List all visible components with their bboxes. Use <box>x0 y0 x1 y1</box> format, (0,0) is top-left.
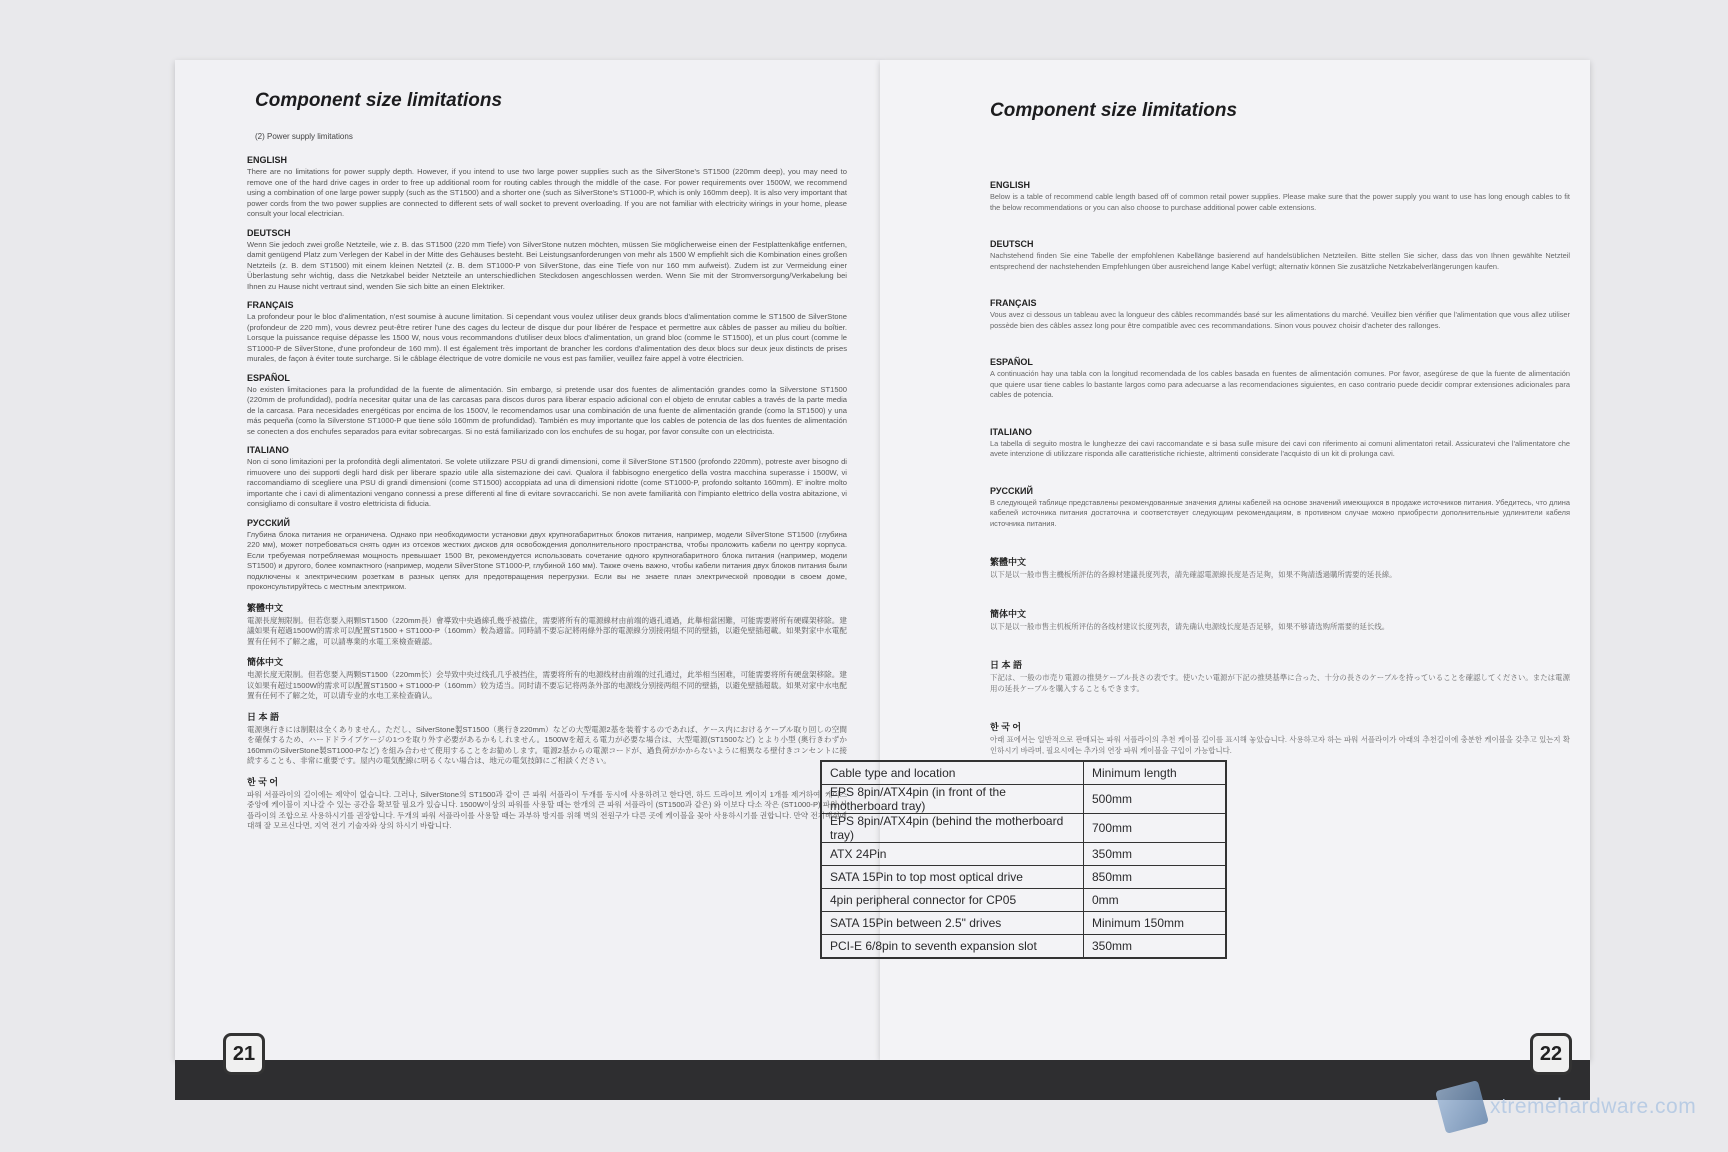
table-cell: EPS 8pin/ATX4pin (in front of the motherboard tray) <box>821 785 1084 814</box>
section-francais <box>990 298 1570 331</box>
table-row <box>821 889 1226 912</box>
table-cell: Minimum 150mm <box>1084 912 1227 935</box>
table-header-cell: Cable type and location <box>821 761 1084 785</box>
section-simplified-chinese <box>990 607 1570 633</box>
page-title: Component size limitations <box>990 100 1238 121</box>
cable-length-table-wrapper <box>820 760 1227 959</box>
section-text: 電源長度無限制。但若您要入兩顆ST1500（220mm長）會導致中央過線孔幾乎被擋住，需要將所有的電源線材由前端的過孔通過，此舉相當困難，可能需要將所有硬碟架移除。建議如果有超過1500W的需求可以配置ST1500 + ST1000-P（160mm）較為適當。同時請不要忘記將兩條外部的電源線分別接兩組不同的壁插，以避免壁插超載。如果對家中水電配置有任何不了解之處，可以請專業的水電工來檢查確認。 <box>247 615 847 646</box>
section-text: 以下是以一般市售主机板所评估的各线材建议长度列表，请先确认电源线长度是否足够，如果不够请选购所需要的延长线。 <box>990 621 1390 631</box>
table-cell: 500mm <box>1084 785 1227 814</box>
section-text: A continuación hay una tabla con la longitud recomendada de los cables basada en fuentes de alimentación comunes. Por favor, asegúrese de que la fuente de alimentación que quiere usar tiene cables lo bastante largos como para adecuarse a las recomendaciones siguientes, en caso contrario puede decidir comprar extensiones adicionales para cables de potencia. <box>990 369 1570 399</box>
section-text: La tabella di seguito mostra le lunghezze dei cavi raccomandate e si basa sulle misure dei cavi con riferimento ai comuni alimentatori retail. Assicuratevi che l'alimentatore che avete intenzione di utilizzare risponda alle caratteristiche richieste, altrimenti considerate l'acquisto di un kit di prolunga cavi. <box>990 438 1570 458</box>
table-cell: SATA 15Pin to top most optical drive <box>821 866 1084 889</box>
table-cell: 4pin peripheral connector for CP05 <box>821 889 1084 912</box>
section-italiano <box>990 427 1570 460</box>
section-heading: 日 本 語 <box>247 711 280 722</box>
section-text: There are no limitations for power supply depth. However, if you intend to use two large power supplies such as the SilverStone's ST1500 (220mm deep), you may need to remove one of the hard drive cages in order to free up additional room for routing cables through the middle of the case. For power requirements over 1500W, we recommend using a combination of one large power supply (such as the ST1500) and a shorter one (such as SilverStone's ST1000-P, which is only 160mm deep). It is also very important that power cords from the two power supplies are connected to different sets of wall socket to prevent overloading. If you are not familiar with electricity wirings in your home, please consult your local electrician. <box>247 167 847 218</box>
section-traditional-chinese <box>247 601 847 648</box>
section-espanol <box>990 357 1570 401</box>
section-heading: ESPAÑOL <box>990 357 1033 367</box>
section-text: Wenn Sie jedoch zwei große Netzteile, wie z. B. das ST1500 (220 mm Tiefe) von SilverStone nutzen möchten, müssen Sie möglicherweise einen der Festplattenkäfige entfernen, damit genügend Platz zum Verlegen der Kabel in der Mitte des Gehäuses besteht. Bei Leistungsanforderungen von mehr als 1500 W empfiehlt sich die Kombination eines großen Netzteils (z. B. dem ST1500) mit einem kleinen Netzteil (z. B. dem ST1000-P von SilverStone, das eine Tiefe von nur 160 mm aufweist). Zudem ist zur Vermeidung einer Überlastung sehr wichtig, dass die Netzkabel beider Netzteile an unterschiedlichen Steckdosen angeschlossen werden. Wenn Sie mit der Stromversorgung/Verkabelung bei Ihnen zu Hause nicht vertraut sind, wenden Sie sich bitte an einen Elektriker. <box>247 239 847 291</box>
section-heading: DEUTSCH <box>247 227 291 238</box>
section-heading: 簡体中文 <box>247 657 284 667</box>
page-subtitle: (2) Power supply limitations <box>255 132 353 141</box>
table-row <box>821 935 1226 959</box>
section-text: No existen limitaciones para la profundidad de la fuente de alimentación. Sin embargo, si pretende usar dos fuentes de alimentación grandes como la Silverstone ST1500 (220mm de profundidad), podría necesitar quitar una de las carcasas para discos duros para liberar espacio adicional con el objeto de enrutar cables a través de la parte media de la carcasa. Para necesidades energéticas por encima de los 1500V, le recomendamos usar una combinación de una fuente de alimentación grande (como la ST1500) y una más pequeña (como la Silverstone ST1000-P que tiene sólo 160mm de profundidad). También es muy importante que los cables de potencia de las dos fuentes de alimentación se conecten a dos enchufes separados para evitar sobrecargas. Si no está familiarizado con los enchufes de su hogar, por favor consulte con un electricista. <box>247 384 847 436</box>
section-text: 下記は、一般の市売り電源の推奨ケーブル長さの表です。使いたい電源が下記の推奨基準に合った、十分の長さのケーブルを持っていることを確認してください。または電源用の延長ケーブルを購入することもできます。 <box>990 673 1570 693</box>
xh-logo-icon <box>1435 1080 1489 1134</box>
table-cell: 0mm <box>1084 889 1227 912</box>
section-russian <box>990 486 1570 530</box>
page-title: Component size limitations <box>255 90 503 111</box>
table-header-row <box>821 761 1226 785</box>
section-text: Nachstehend finden Sie eine Tabelle der empfohlenen Kabellänge basierend auf handelsüblichen Netzteilen. Bitte stellen Sie sicher, dass das von Ihnen gewählte Netzteil entsprechend der nachstehenden Empfehlungen über ausreichend lange Kabel verfügt; alternativ können Sie zusätzliche Netzkabelverlängerungen kaufen. <box>990 251 1570 271</box>
table-row <box>821 866 1226 889</box>
section-heading: 日 本 語 <box>990 660 1023 670</box>
language-sections <box>990 180 1570 782</box>
section-heading: ITALIANO <box>990 426 1032 437</box>
section-text: 电源长度无限制。但若您要入两颗ST1500（220mm长）会导致中央过线孔几乎被挡住，需要将所有的电源线材由前端的过孔通过，此举相当困难，可能需要将所有硬盘架移除。建议如果有超过1500W的需求可以配置ST1500 + ST1000-P（160mm）较为适当。同时请不要忘记将两条外部的电源线分别接两组不同的壁插，以避免壁插超载。如果对家中水电配置有任何不了解之处，可以请专业的水电工来检查确认。 <box>247 670 847 700</box>
table-cell: 700mm <box>1084 814 1227 843</box>
section-heading: DEUTSCH <box>990 239 1034 249</box>
section-text: В следующей таблице представлены рекомендованные значения длины кабелей на основе значений имеющихся в продаже источников питания. Убедитесь, что длина кабелей источника питания достаточна и соответствует следующим рекомендациям, в противном случае можно приобрести дополнительные удлинители кабеля источника питания. <box>990 497 1570 528</box>
section-text: La profondeur pour le bloc d'alimentation, n'est soumise à aucune limitation. Si cependant vous voulez utiliser deux grands blocs d'alimentation comme le ST1500 de SilverStone (profondeur de 220 mm), vous devrez peut-être retirer l'une des cages du lecteur de disque dur pour libérer de l'espace et permettre aux câbles de passer au milieu du boîtier. Lorsque la puissance requise dépasse les 1500 W, nous vous recommandons d'utiliser deux blocs d'alimentation, un grand bloc (comme le ST1500), et un plus court (comme le ST1000-P de SilverStone, d'une profondeur de 160 mm). Il est également très important de brancher les cordons d'alimentation des deux blocs sur deux jeux distincts de prises murales, de façon à éviter toute surcharge. Si le câblage électrique de votre domicile ne vous est pas familier, veuillez faire appel à votre électricien. <box>247 312 847 363</box>
section-japanese <box>990 658 1570 694</box>
section-heading: 簡体中文 <box>990 608 1027 619</box>
table-cell: 850mm <box>1084 866 1227 889</box>
page-number-left: 21 <box>223 1033 265 1075</box>
section-deutsch <box>247 228 847 293</box>
section-heading: 한 국 어 <box>990 722 1022 732</box>
page-number-right: 22 <box>1530 1033 1572 1075</box>
section-text: Non ci sono limitazioni per la profondità degli alimentatori. Se volete utilizzare PSU di grandi dimensioni, come il SilverStone ST1500 (profondo 220mm), potreste aver bisogno di rimuovere uno dei supporti degli hard disk per liberare spazio utile alla sistemazione dei cavi. Qualora il fabbisogno energetico della vostra macchina superasse i 1500W, vi raccomandiamo di scegliere una PSU di grandi dimensioni (come ST1500) accoppiata ad una di dimensioni ridotte (come ST1000-P, profondo soltanto 160mm). E' inoltre molto importante che i cavi di alimentazioni vengano connessi a prese differenti al fine di evitare sovraccarichi. Se non avete familiarità con l'impianto elettrico della vostra abitazione, vi consigliamo di consultare il vostro elettricista di fiducia. <box>247 457 847 508</box>
section-traditional-chinese <box>990 555 1570 581</box>
section-japanese <box>247 710 847 767</box>
section-italiano <box>247 445 847 510</box>
section-text: Vous avez ci dessous un tableau avec la longueur des câbles recommandés basé sur les alimentations du marché. Veuillez bien vérifier que l'alimentation que vous allez utiliser possède bien des câbles assez long pour être compatible avec ces recommandations. Sinon vous pouvez choisir d'acheter des rallonges. <box>990 310 1570 330</box>
section-text: Глубина блока питания не ограничена. Однако при необходимости установки двух крупногабаритных блоков питания, например, модели SilverStone ST1500 (глубина 220 мм), может потребоваться снять один из отсеков жестких дисков для освобождения дополнительного пространства, чтобы проложить кабели по центру корпуса. Если требуемая потребляемая мощность превышает 1500 Вт, рекомендуется использовать сочетание одного крупногабаритного блока питания (например, модели ST1500) и другого, более компактного (например, модели SilverStone ST1000-P, глубиной 160 мм). Также очень важно, чтобы кабели питания двух блоков питания были подключены к электрическим розеткам в разных цепях для предотвращения перегрузки. Если вы не знаете план электрической проводки в своем доме, проконсультируйтесь с местным электриком. <box>247 529 847 591</box>
page-footer-bar <box>175 1060 1590 1100</box>
section-heading: ENGLISH <box>247 155 288 165</box>
table-row <box>821 912 1226 935</box>
section-text: 電源奥行きには制限は全くありません。ただし、SilverStone製ST1500（奥行き220mm）などの大型電源2基を装着するのであれば、ケース内におけるケーブル取り回しの空間を確保するため、ハードドライブケージの1つを取り外す必要があるかもしれません。1500Wを超える電力が必要な場合は、大型電源(ST1500など) とより小型 (奥行きわずか160mmのSilverStone製ST1000-Pなど) を組み合わせて使用することをお勧めします。電源2基からの電源コードが、過負荷がかからないように相異なる壁付きコンセントに接続することも、非常に重要です。屋内の電気配線に明るくない場合は、地元の電気技師にご相談ください。 <box>247 724 847 765</box>
section-francais <box>247 300 847 365</box>
table-header-cell: Minimum length <box>1084 761 1227 785</box>
cable-length-table <box>820 760 1227 959</box>
section-text: Below is a table of recommend cable length based off of common retail power supplies. Please make sure that the power supply you want to use has long enough cables to fit the below recommendations or you can also choose to purchase additional power cable extensions. <box>990 192 1570 212</box>
section-korean <box>247 775 847 832</box>
section-heading: 繁體中文 <box>247 602 284 613</box>
section-english <box>990 180 1570 213</box>
watermark-text: xtremehardware.com <box>1490 1095 1697 1118</box>
section-heading: ENGLISH <box>990 180 1031 190</box>
section-espanol <box>247 373 847 438</box>
table-cell: 350mm <box>1084 843 1227 866</box>
section-text: 파워 서플라이의 길이에는 제약이 없습니다. 그러나, SilverStone의 ST1500과 같이 큰 파워 서플라이 두개를 동시에 사용하려고 한다면, 하드 드라이브 케이지 1개를 제거하여, 케이스 중앙에 케이블이 지나갈 수 있는 공간을 확보할 필요가 있습니다. 1500W이상의 파워를 사용할 때는 한개의 큰 파워 서플라이 (ST1500과 같은) 와 이보다 다소 작은 (ST1000-P) 파워 서플라이의 조합으로 사용하시기를 권장합니다. 두개의 파워 서플라이를 사용할 때는 과부하 방지를 위해 벽의 전원구가 다른 곳에 케이블을 꽂아 사용하시기를 권합니다. 만약 전기배선에 대해 잘 모르신다면, 지역 전기 기술자와 상의 하시기 바랍니다. <box>247 789 847 830</box>
watermark <box>1440 1085 1696 1129</box>
table-cell: 350mm <box>1084 935 1227 959</box>
section-heading: 한 국 어 <box>247 776 279 787</box>
section-text: 以下是以一般市售主機板所評估的各線材建議長度列表，請先確認電源線長度是否足夠，如果不夠請透過購所需要的延長線。 <box>990 570 1397 579</box>
table-cell: SATA 15Pin between 2.5" drives <box>821 912 1084 935</box>
section-heading: ESPAÑOL <box>247 372 290 383</box>
left-page <box>175 60 881 1060</box>
section-deutsch <box>990 239 1570 272</box>
section-heading: FRANÇAIS <box>990 298 1037 308</box>
section-heading: РУССКИЙ <box>990 485 1033 496</box>
section-korean <box>990 720 1570 756</box>
section-english <box>247 155 847 220</box>
table-cell: PCI-E 6/8pin to seventh expansion slot <box>821 935 1084 959</box>
table-row <box>821 785 1226 814</box>
section-text: 아래 표에서는 일반적으로 판매되는 파워 서플라이의 추천 케이블 길이를 표시해 놓았습니다. 사용하고자 하는 파워 서플라이가 아래의 추천길이에 충분한 케이블을 갖추고 있는지 확인하시기 바라며, 필요시에는 추가의 연장 파워 케이블을 구입이 가능합니다. <box>990 735 1570 755</box>
table-cell: EPS 8pin/ATX4pin (behind the motherboard tray) <box>821 814 1084 843</box>
section-heading: РУССКИЙ <box>247 517 290 528</box>
section-simplified-chinese <box>247 655 847 702</box>
table-row <box>821 814 1226 843</box>
section-heading: 繁體中文 <box>990 557 1027 567</box>
section-heading: FRANÇAIS <box>247 300 294 310</box>
table-cell: ATX 24Pin <box>821 843 1084 866</box>
table-row <box>821 843 1226 866</box>
language-sections <box>247 155 847 840</box>
section-russian <box>247 518 847 593</box>
section-heading: ITALIANO <box>247 445 289 455</box>
